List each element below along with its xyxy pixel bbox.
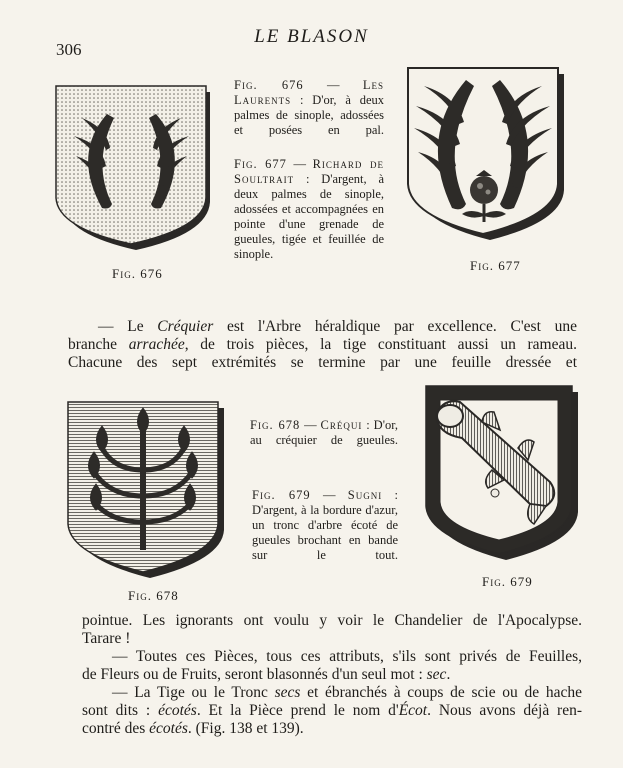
- caption-678-number: Fig. 678: [250, 418, 301, 432]
- caption-679-number: Fig. 679: [252, 488, 311, 502]
- caption-677-text: : D'argent, à deux palmes de sinople, adossées et accompagnées en pointe d'une grenade de gueules, tigée et feuillée de sinople.: [234, 172, 384, 261]
- caption-679: [252, 488, 398, 563]
- p2-l6-a: sont dits :: [82, 702, 159, 719]
- caption-679-text: : D'argent, à la bordure d'azur, un tronc d'arbre écoté de gueules brochant en bande sur le tout.: [252, 488, 399, 562]
- paragraph-2-line-3: — Toutes ces Pièces, tous ces attributs, s'ils sont privés de Feuilles,: [112, 648, 582, 665]
- figure-label-677: Fig. 677: [470, 258, 521, 273]
- p2-l4-b: .: [446, 666, 451, 683]
- p1-l1-a: — Le: [98, 318, 158, 335]
- figure-label-676: Fig. 676: [112, 266, 163, 281]
- caption-677-dash: —: [286, 157, 313, 171]
- shield-678: [64, 400, 228, 580]
- p1-l2-italic: arrachée: [128, 336, 185, 353]
- paragraph-2-line-6: [82, 702, 582, 720]
- paragraph-2-line-4: [82, 666, 582, 684]
- caption-676-number: Fig. 676: [234, 78, 304, 92]
- p2-l4-italic: sec: [426, 666, 447, 683]
- caption-679-owner: Sugni: [347, 488, 383, 502]
- p2-l6-c: . Nous avons déjà ren-: [427, 702, 583, 719]
- p2-l6-italic: écotés: [158, 702, 197, 719]
- caption-679-dash: —: [310, 488, 348, 502]
- paragraph-1-line-1: [68, 318, 577, 336]
- caption-676-owner: Les Laurents: [234, 78, 384, 107]
- caption-677-number: Fig. 677: [234, 157, 287, 171]
- caption-678-text: : D'or, au créquier de gueules.: [250, 418, 398, 447]
- p1-l1-italic: Créquier: [157, 318, 214, 335]
- p2-l4-a: de Fleurs ou de Fruits, seront blasonnés d'un seul mot :: [82, 666, 427, 683]
- paragraph-2-line-7: [82, 720, 582, 738]
- p2-l7-italic: écotés: [149, 720, 188, 737]
- paragraph-2-line-2: Tarare !: [82, 630, 131, 647]
- paragraph-1-line-3: Chacune des sept extrémités se termine par une feuille dressée et: [68, 354, 577, 371]
- caption-676: [234, 78, 384, 138]
- shield-679: [422, 384, 582, 562]
- paragraph-1-line-2: [68, 336, 577, 354]
- caption-678-owner: Créqui: [320, 418, 363, 432]
- caption-678-dash: —: [300, 418, 321, 432]
- p2-l6-b: . Et la Pièce prend le nom d': [196, 702, 399, 719]
- page-number: 306: [56, 40, 82, 59]
- caption-676-dash: —: [303, 78, 363, 92]
- p2-l5-a: — La Tige ou le Tronc: [112, 684, 275, 701]
- running-title: LE BLASON: [254, 26, 369, 47]
- paragraph-2-line-5: [82, 684, 582, 702]
- p1-l2-b: , de trois pièces, la tige constituant aussi un rameau.: [184, 336, 577, 353]
- caption-676-text: : D'or, à deux palmes de sinople, adossées et posées en pal.: [234, 93, 384, 137]
- paragraph-1: [68, 318, 577, 372]
- shield-677: [404, 66, 568, 242]
- p2-l7-a: contré des: [82, 720, 150, 737]
- paragraph-2: [82, 612, 582, 738]
- p1-l2-a: branche: [68, 336, 129, 353]
- caption-677: [234, 157, 384, 262]
- p1-l1-b: est l'Arbre héraldique par excellence. C'est une: [213, 318, 577, 335]
- figure-label-679: Fig. 679: [482, 574, 533, 589]
- caption-677-owner: Richard de Soultrait: [234, 157, 384, 186]
- caption-678: [250, 418, 398, 448]
- p2-l6-italic-2: Écot: [398, 702, 428, 719]
- p2-l7-b: . (Fig. 138 et 139).: [187, 720, 304, 737]
- figure-label-678: Fig. 678: [128, 588, 179, 603]
- p2-l5-b: et ébranchés à coups de scie ou de hache: [300, 684, 582, 701]
- p2-l5-italic: secs: [274, 684, 301, 701]
- shield-676: [52, 84, 214, 252]
- paragraph-2-line-1: pointue. Les ignorants ont voulu y voir le Chandelier de l'Apocalypse.: [82, 612, 582, 629]
